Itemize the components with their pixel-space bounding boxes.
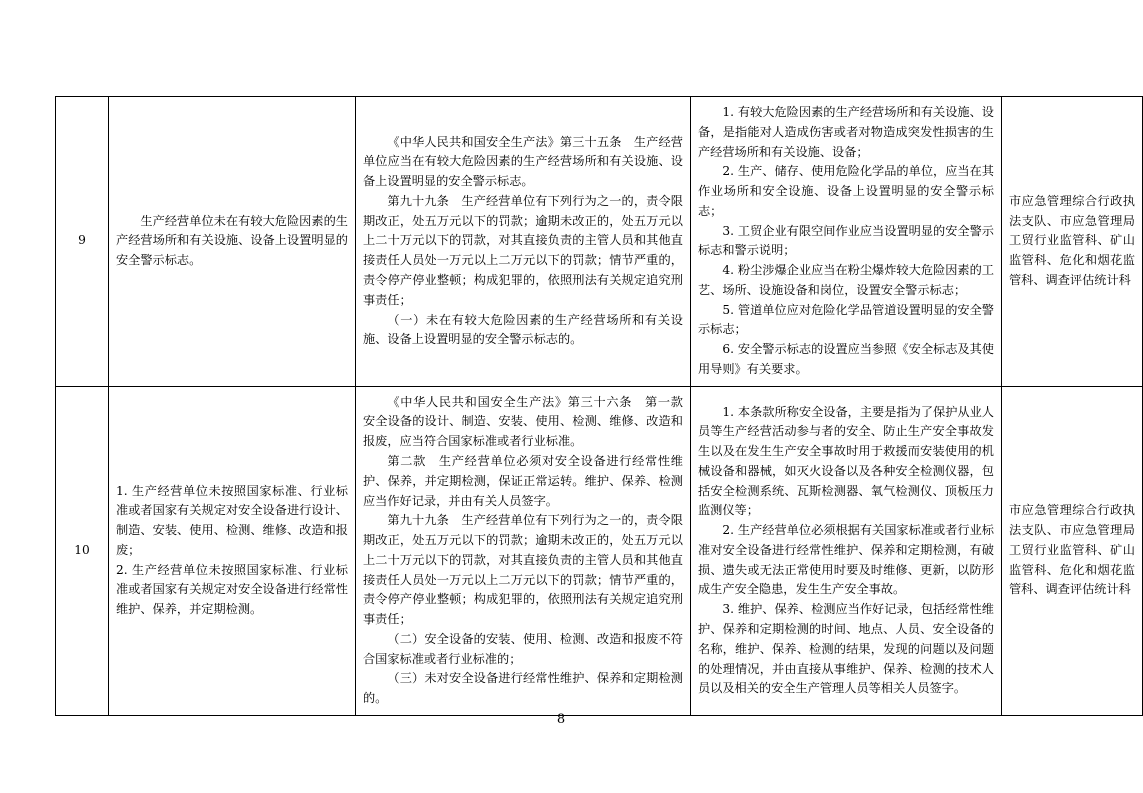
behavior-paragraph: 生产经营单位未在有较大危险因素的生产经营场所和有关设施、设备上设置明显的安全警示标志。 (116, 213, 348, 268)
enforcement-department-cell (1002, 386, 1143, 715)
page-number: 8 (556, 712, 566, 727)
row-number-cell (56, 97, 109, 387)
row-number-cell (56, 386, 109, 715)
behavior-paragraph: 2. 生产经营单位未按照国家标准、行业标准或者国家有关规定对安全设备进行经常性维护、保养，并定期检测。 (116, 562, 348, 617)
law-paragraph: （三）未对安全设备进行经常性维护、保养和定期检测的。 (363, 671, 683, 706)
table-row (56, 97, 1143, 387)
law-paragraph: （二）安全设备的安装、使用、检测、改造和报废不符合国家标准或者行业标准的； (363, 631, 683, 666)
row-number: 10 (74, 542, 90, 557)
table-row (56, 386, 1143, 715)
law-paragraph: 第九十九条 生产经营单位有下列行为之一的，责令限期改正，处五万元以下的罚款；逾期未改正的，处五万元以上二十万元以下的罚款，对其直接负责的主管人员和其他直接责任人员处一万元以上二万元以下的罚款；情节严重的，责令停产停业整顿；构成犯罪的，依照刑法有关规定追究刑事责任； (363, 193, 683, 307)
explanation-paragraph: 3. 工贸企业有限空间作业应当设置明显的安全警示标志和警示说明； (698, 223, 994, 258)
behavior-paragraph: 1. 生产经营单位未按照国家标准、行业标准或者国家有关规定对安全设备进行设计、制造、安装、使用、检测、维修、改造和报废； (116, 483, 348, 557)
violation-behavior-cell (109, 97, 356, 387)
enforcement-items-table (55, 96, 1143, 716)
legal-basis-cell (356, 97, 691, 387)
explanation-cell (691, 386, 1002, 715)
row-number: 9 (78, 233, 86, 248)
department-text: 市应急管理综合行政执法支队、市应急管理局工贸行业监管科、矿山监管科、危化和烟花监管科、调查评估统计科 (1009, 503, 1135, 597)
enforcement-department-cell (1002, 97, 1143, 387)
explanation-paragraph: 4. 粉尘涉爆企业应当在粉尘爆炸较大危险因素的工艺、场所、设施设备和岗位，设置安全警示标志； (698, 263, 994, 297)
explanation-paragraph: 2. 生产经营单位必须根据有关国家标准或者行业标准对安全设备进行经常性维护、保养和定期检测，有破损、遗失或无法正常使用时要及时维修、更新，以防形成生产安全隐患，发生生产安全事故。 (698, 523, 994, 597)
explanation-paragraph: 1. 本条款所称安全设备，主要是指为了保护从业人员等生产经营活动参与者的安全、防止生产安全事故发生以及在发生生产安全事故时用于救援而安装使用的机械设备和器械，如灭火设备以及各种安全检测仪器，包括安全检测系统、瓦斯检测器、氧气检测仪、顶板压力监测仪等； (698, 404, 994, 518)
law-paragraph: 《中华人民共和国安全生产法》第三十六条 第一款 安全设备的设计、制造、安装、使用、检测、维修、改造和报废，应当符合国家标准或者行业标准。 (363, 394, 696, 449)
explanation-paragraph: 1. 有较大危险因素的生产经营场所和有关设施、设备，是指能对人造成伤害或者对物造成突发性损害的生产经营场所和有关设施、设备； (698, 105, 994, 159)
department-text: 市应急管理综合行政执法支队、市应急管理局工贸行业监管科、矿山监管科、危化和烟花监管科、调查评估统计科 (1009, 193, 1135, 287)
explanation-cell (691, 97, 1002, 387)
explanation-paragraph: 3. 维护、保养、检测应当作好记录，包括经常性维护、保养和定期检测的时间、地点、人员、安全设备的名称，维护、保养、检测的结果，发现的问题以及问题的处理情况，并由直接从事维护、保养、检测的技术人员以及相关的安全生产管理人员等相关人员签字。 (698, 602, 994, 696)
explanation-paragraph: 2. 生产、储存、使用危险化学品的单位，应当在其作业场所和安全设施、设备上设置明显的安全警示标志； (698, 164, 994, 218)
explanation-paragraph: 6. 安全警示标志的设置应当参照《安全标志及其使用导则》有关要求。 (698, 342, 994, 376)
law-paragraph: 第二款 生产经营单位必须对安全设备进行经常性维护、保养，并定期检测，保证正常运转。维护、保养、检测应当作好记录，并由有关人员签字。 (363, 454, 683, 508)
explanation-paragraph: 5. 管道单位应对危险化学品管道设置明显的安全警示标志； (698, 302, 994, 337)
violation-behavior-cell (109, 386, 356, 715)
law-paragraph: 第九十九条 生产经营单位有下列行为之一的，责令限期改正，处五万元以下的罚款；逾期未改正的，处五万元以上二十万元以下的罚款，对其直接负责的主管人员和其他直接责任人员处一万元以上二万元以下的罚款；情节严重的，责令停产停业整顿；构成犯罪的，依照刑法有关规定追究刑事责任； (363, 513, 683, 627)
law-paragraph: 《中华人民共和国安全生产法》第三十五条 生产经营单位应当在有较大危险因素的生产经营场所和有关设施、设备上设置明显的安全警示标志。 (363, 134, 683, 189)
law-paragraph: （一）未在有较大危险因素的生产经营场所和有关设施、设备上设置明显的安全警示标志的。 (363, 312, 683, 347)
legal-basis-cell (356, 386, 696, 715)
